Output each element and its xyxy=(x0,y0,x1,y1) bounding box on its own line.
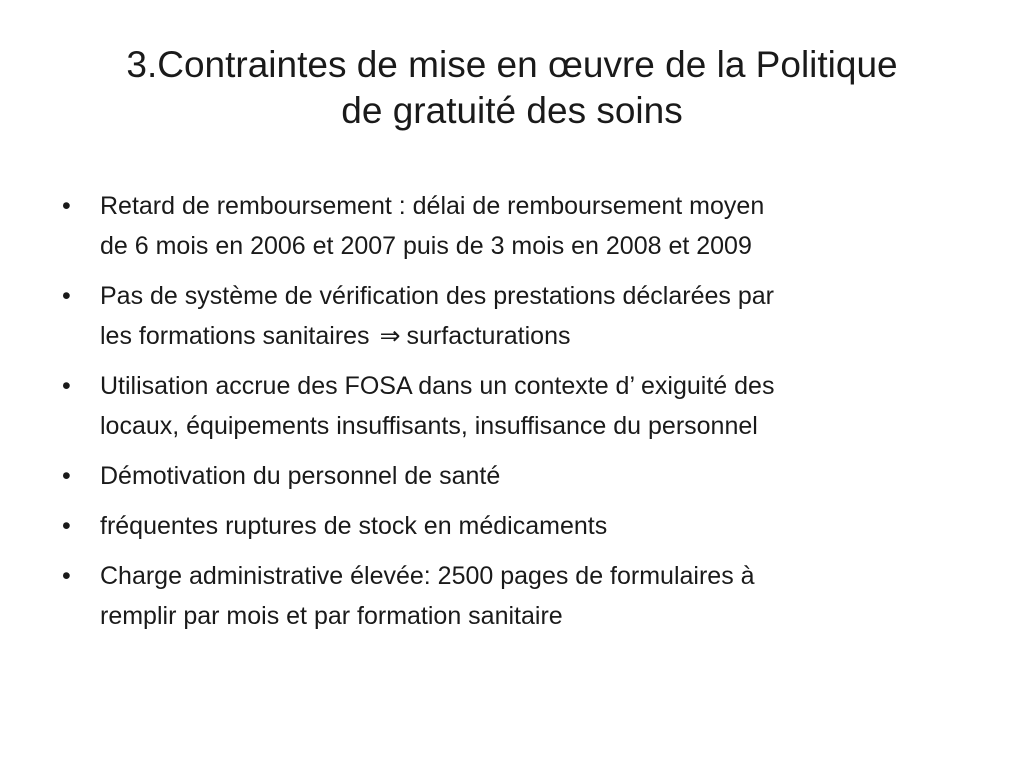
bullet-line: Utilisation accrue des FOSA dans un contexte d’ exiguité des xyxy=(100,372,775,400)
bullet-item-charge xyxy=(60,556,960,636)
bullet-line: remplir par mois et par formation sanitaire xyxy=(100,602,563,630)
bullet-item-demotivation xyxy=(60,456,960,496)
bullet-line: Démotivation du personnel de santé xyxy=(100,462,501,490)
bullet-text-before-arrow: les formations sanitaires xyxy=(100,322,370,350)
bullet-line: Pas de système de vérification des prestations déclarées par xyxy=(100,282,774,310)
title-line-1: 3.Contraintes de mise en œuvre de la Politique xyxy=(126,44,898,85)
bullet-dot-icon: • xyxy=(62,562,71,590)
bullet-dot-icon: • xyxy=(62,192,71,220)
bullet-dot-icon: • xyxy=(62,372,71,400)
bullet-line: de 6 mois en 2006 et 2007 puis de 3 mois en 2008 et 2009 xyxy=(100,232,752,260)
bullet-dot-icon: • xyxy=(62,512,71,540)
bullet-dot-icon: • xyxy=(62,282,71,310)
bullet-item-verification xyxy=(60,276,960,356)
bullet-line-with-arrow xyxy=(100,316,960,356)
title-line-2: de gratuité des soins xyxy=(341,90,683,131)
bullet-text-after-arrow: surfacturations xyxy=(406,322,571,350)
bullet-item-retard xyxy=(60,186,960,266)
bullet-list xyxy=(60,186,960,646)
bullet-line: fréquentes ruptures de stock en médicaments xyxy=(100,512,608,540)
implies-arrow-icon: ⇒ xyxy=(379,322,401,350)
bullet-line: Retard de remboursement : délai de remboursement moyen xyxy=(100,192,765,220)
bullet-item-utilisation xyxy=(60,366,960,446)
bullet-line: Charge administrative élevée: 2500 pages de formulaires à xyxy=(100,562,755,590)
bullet-dot-icon: • xyxy=(62,462,71,490)
slide-title xyxy=(60,42,964,134)
bullet-line: locaux, équipements insuffisants, insuffisance du personnel xyxy=(100,412,758,440)
bullet-item-ruptures xyxy=(60,506,960,546)
